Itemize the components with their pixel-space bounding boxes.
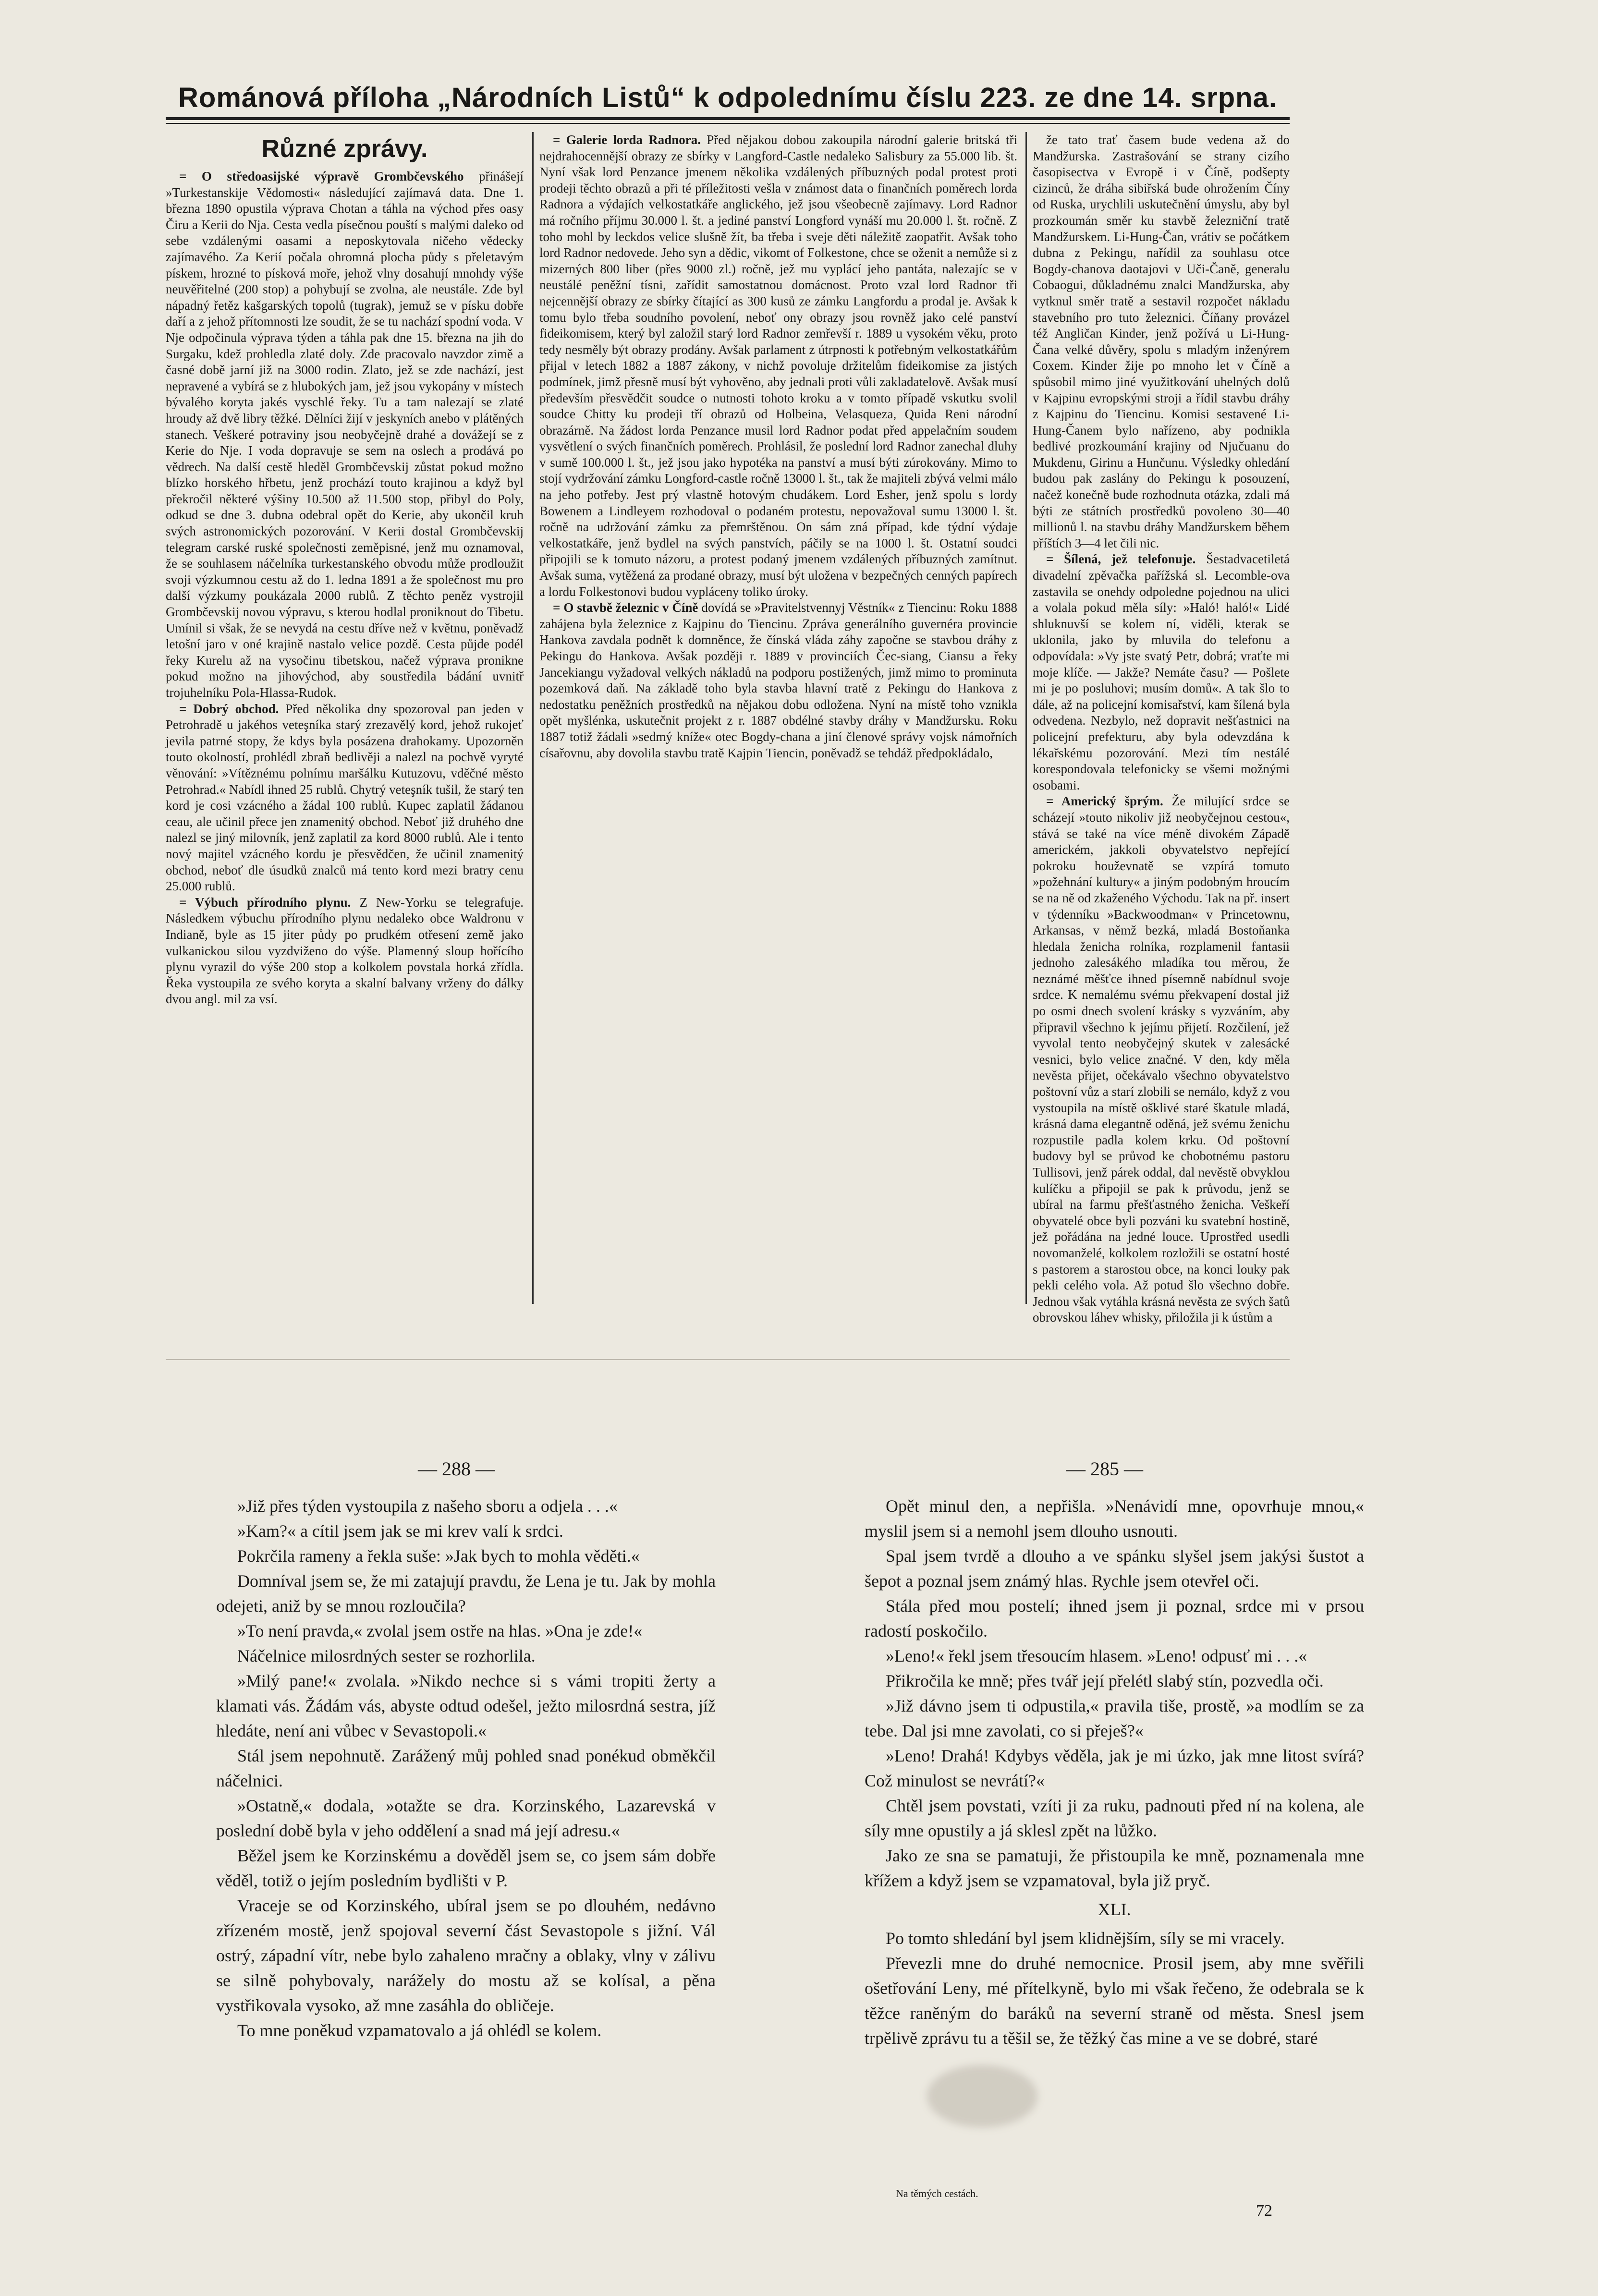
article-continuation: že tato trať časem bude vedena až do Mandžurska. Zastrašování se strany cizího časopisectva v Evropě i v Číně, podšepty cizinců, že dráha sibiřská bude ohrožením Číny od Ruska, urychlili uskutečnění úmyslu, aby byl prozkoumán směr ku stavbě železniční tratě Mandžurskem. Li-Hung-Čan, vrátiv se počátkem dubna z Pekingu, nařídil za souhlasu otce Bogdy-chanova daotajovi v Uči-Čaně, generalu Cobaogui, důkladnému znalci Mandžurska, aby vytknul směr tratě a sestavil rozpočet nákladu stavebního pro tuto železnici. Číňany provázel též Angličan Kinder, jenž požívá u Li-Hung-Čana velké důvěry, spolu s mladým inženýrem Coxem. Kinder žije po mnoho let v Číně a spůsobil mimo jiné využitkování uhelných dolů v Kajpinu evropskými stroji a řídil stavbu dráhy z Kajpinu do Tiencinu. Komisi sestavené Li-Hung-Čanem bylo nařízeno, aby podnikla bedlivé prozkoumání krajiny od Njučuanu do Mukdenu, Girinu a Hunčunu. Výsledky ohledání budou pak zaslány do Pekingu k posouzení, načež konečně bude rozhodnuta otázka, zdali má býti ze státních prostředků povoleno 30—40 millionů l. na stavbu dráhy Mandžurskem během příštích 3—4 let čili nic. (1033, 133, 1290, 550)
novel-paragraph: To mne poněkud vzpamatovalo a já ohlédl se kolem. (237, 2021, 602, 2040)
novel-paragraph: Spal jsem tvrdě a dlouho a ve spánku slyšel jsem jakýsi šustot a šepot a poznal jsem známý hlas. Rychle jsem otevřel oči. (865, 1546, 1364, 1591)
novel-paragraph: »Leno!« řekl jsem třesoucím hlasem. »Leno! odpusť mi . . .« (886, 1646, 1307, 1665)
article-americky-sprym (1033, 793, 1290, 1326)
novel-paragraph: Stál jsem nepohnutě. Zarážený můj pohled snad ponékud obměkčil náčelnici. (216, 1746, 716, 1790)
header-rule (166, 117, 1290, 120)
article-grombcevskij (166, 169, 524, 701)
novel-paragraph: »Kam?« a cítil jsem jak se mi krev valí k srdci. (237, 1521, 563, 1541)
article-vybuch-plynu (166, 895, 524, 1008)
column-divider (532, 132, 534, 1304)
novel-paragraph: »Ostatně,« dodala, »otažte se dra. Korzinského, Lazarevská v poslední době byla v jeho oddělení a snad má její adresu.« (216, 1796, 716, 1840)
novel-paragraph: »Již dávno jsem ti odpustila,« pravila tiše, prostě, »a modlím se za tebe. Dal jsi mne zavolati, co si přeješ?« (865, 1696, 1364, 1740)
signature-footnote: Na těmých cestách. (896, 2187, 978, 2199)
novel-paragraph: Přikročila ke mně; přes tvář její přelétl slabý stín, pozvedla oči. (886, 1671, 1324, 1690)
article-body: přinášejí »Turkestanskije Vědomosti« následující zajímavá data. Dne 1. března 1890 opustila výprava Chotan a táhla na východ přes oasy Čiru a Kerii do Nja. Cesta vedla písečnou pouští s malými daleko od sebe vzdálenými oasami a neposkytovala ničeho vědecky zajímavého. Za Kerií počala ohromná plocha půdy s přeletavým pískem, hrozné to písková moře, jehož vlny dosahují mnohdy výše neuvěřitelné (200 stop) a pohybují se zvolna, ale neustále. Zde byl nápadný řetěz kašgarských topolů (tugrak), jemuž se v písku dobře daří a z jehož přítomnosti lze soudit, že se tu nachází spodní voda. V Nje odpočinula výprava týden a táhla pak dne 15. března na jih do Surgaku, kdež prohledla zlaté doly. Zde pracovalo navzdor zimě a časné době jarní již na 3000 rodin. Zlato, jež se zde nachází, jest nepravené a vybírá se z hlubokých jam, jež jsou vykopány v místech bývalého koryta jakés vyschlé řeky. Tu a tam nalezají se zlaté hroudy až dvě libry těžké. Dělníci žijí v jeskyních anebo v plátěných stanech. Veškeré potraviny jsou neobyčejně drahé a dovážejí se z Kerie do Nje. I voda dopravuje se sem na oslech a prodává po vědrech. Na další cestě hleděl Grombčevskij zůstat pokud možno blízko horského hřbetu, jenž prochází touto krajinou a když byl překročil některé výšiny 10.500 až 11.500 stop, přibyl do Poly, odkud se dne 3. dubna odebral opět do Kerie, aby ukončil kruh svých astronomických pozorování. V Kerii dostal Grombčevskij telegram carské ruské společnosti zeměpisné, jenž mu oznamoval, že se souhlasem náčelníka turkestanského obvodu může prodloužit svoji výzkumnou cestu až do 1. ledna 1891 a že společnost mu pro další výzkumy poukázala 2000 rublů. Z těchto peněz vystrojil Grombčevskij novou výpravu, s kterou hodlal proniknout do Tibetu. Umínil si však, že se nevydá na cestu dříve než v květnu, poněvadž letošní jaro v oné krajině nastalo velice pozdě. Cesta půjde podél řeky Kurelu až na vysočinu tibetskou, načež výprava pronikne pokud možno na jihovýchod, aby soustředila bádání uvnitř trojuhelníku Pola-Hlassa-Rudok. (166, 169, 524, 700)
novel-paragraph: Vraceje se od Korzinského, ubíral jsem se po dlouhém, nedávno zřízeném mostě, jenž spojoval severní část Sevastopole s jižní. Vál ostrý, západní vítr, nebe bylo zahaleno mračny a oblaky, vlny v zálivu se silně pohybovaly, narážely do mostu až se kolísal, a pěna vystřikovala vysoko, až mne zasáhla do obličeje. (216, 1896, 716, 2015)
article-heading: = Galerie lorda Radnora. (553, 133, 701, 147)
article-body: Že milující srdce se scházejí »touto nikoliv již neobyčejnou cestou«, stává se také na více méně divokém Západě americkém, jakkoli obyvatelstvo nepřející pokroku houževnatě se vzpírá tomuto »požehnání kultury« a jiným podobným hroucím se na ně od zkaženého Východu. Tak na př. insert v týdenníku »Backwoodman« v Princetownu, Arkansas, v němž bezká, mladá Bostoňanka hledala ženicha rolníka, rozplamenil fantasii jednoho zalesákého mladíka tou měrou, že neznámé měšťce ihned písemně nabídnul svoje srdce. K nemalému svému překvapení dostal již po osmi dnech svolení krásky s vyzváním, aby připravil všechno k jejímu přijetí. Rozčilení, jež vyvolal tento neobyčejný skutek v zalesácké vesnici, bylo velice značné. V den, kdy měla nevěsta přijet, očekávalo všechno obyvatelstvo poštovní vůz a starí zlobili se nemálo, když z vou vystoupila na místě ošklivé staré škatule mladá, krásná dama elegantně oděná, jež svému ženichu rozpustile padla kolem krku. Od poštovní budovy byl se průvod ke chobotnému pastoru Tullisovi, jenž párek oddal, dal nevěstě obvyklou kulíčku a připojil se pak k průvodu, jenž se ubíral na farmu přešťastného ženicha. Veškeří obyvatelé obce byli pozváni ku svatební hostině, jež pořádána na jedné louce. Uprostřed usedli novomanželé, kolkolem rozložili se ostatní hosté s pastorem a starostou obce, na konci louky pak pekli celého vola. Až potud šlo všechno dobře. Jednou však vytáhla krásná nevěsta ze svých šatů obrovskou láhev whisky, přiložila ji k ústům a (1033, 794, 1290, 1325)
chapter-heading: XLI. (1098, 1900, 1131, 1919)
column-3 (1033, 132, 1290, 1325)
page-number-left: — 288 — (418, 1458, 495, 1480)
article-body: Šestadvacetiletá divadelní zpěvačka pařížská sl. Lecomble-ova zastavila se onehdy odpoledne pojednou na ulici a volala pokud měla síly: »Haló! haló!« Lidé shluknuvší se kolem ní, viděli, kterak se uklonila, jako by mluvila do telefonu a odpovídala: »Vy jste svatý Petr, dobrá; vraťte mi moje klíče. — Jakže? Nemáte času? — Pošlete mi je po posluhovi; musím domů«. A tak šlo to dále, až na policejní komisařství, kam šílená byla odvedena. Nezbylo, než dopravit nešťastnici na policejní prefekturu, aby byla odevzdána k lékařskému pozorování. Mezi tím nestálé korespondovala telefonicky se všemi možnými osobami. (1033, 552, 1290, 792)
article-zeleznice-cina (539, 600, 1017, 761)
novel-paragraph: Pokrčila rameny a řekla suše: »Jak bych to mohla věděti.« (237, 1546, 640, 1566)
section-title: Různé zprávy. (261, 135, 428, 163)
novel-paragraph: »Již přes týden vystoupila z našeho sboru a odjela . . .« (237, 1496, 618, 1516)
article-heading: = Americký šprým. (1046, 794, 1163, 809)
article-heading: = O stavbě železnic v Číně (553, 600, 698, 615)
column-2 (539, 132, 1017, 1304)
novel-page-right (865, 1494, 1364, 2175)
novel-paragraph: Jako ze sna se pamatuji, že přistoupila ke mně, poznamenala mne křížem a když jsem se vzpamatoval, byla již pryč. (865, 1846, 1364, 1890)
page-number-right: — 285 — (1066, 1458, 1143, 1480)
sheet-number: 72 (1256, 2202, 1272, 2220)
column-1 (166, 132, 524, 1304)
article-body: Z New-Yorku se telegrafuje. Následkem výbuchu přírodního plynu nedaleko obce Waldronu v Indianě, byle as 15 jiter půdy po prudkém otřesení země jako vulkanickou silou vyzdviženo do výše. Plamenný sloup hořícího plynu vyrazil do výše 200 stop a kolkolem povstala horká zřídla. Řeka vystoupila ze svého koryta a skalní balvany vrženy do dálky dvou angl. mil za vsí. (166, 895, 524, 1007)
article-heading: = O středoasijské výpravě Grombčevského (179, 169, 464, 183)
novel-paragraph: Domníval jsem se, že mi zatajují pravdu, že Lena je tu. Jak by mohla odejeti, aniž by se mnou rozloučila? (216, 1571, 716, 1616)
article-body: dovídá se »Pravitelstvennyj Věstník« z Tiencinu: Roku 1888 zahájena byla železnice z Kajpinu do Tiencinu. Zpráva generálního guvernéra provincie Hankova zavdala podnět k domněnce, že čínská vláda záhy započne se stavbou dráhy z Pekingu do Hankova. Avšak později r. 1889 v provinciích Čec-siang, Ciansu a řeky Jancekiangu vyžadoval velkých nákladů na podporu postižených, jimž mimo to prominuta pozemková daň. Na základě toho byla stavba hlavní tratě z Pekingu do Hankova z nedostatku peněžních prostředků na nějakou dobu odložena. Nyní na místě toho vznikla opět myšlénka, uskutečnit projekt z r. 1887 obdélné stavby dráhy v Mandžursku. Roku 1887 totiž žádali »sedmý kníže« otec Bogdy-chana a jiní členové správy vojsk námořních císařovnu, aby dovolila stavbu tratě Kajpin Tiencin, poněvadž se tehdáž předpokládalo, (539, 600, 1017, 760)
page-fold-line (166, 1359, 1290, 1360)
novel-page-left (216, 1494, 716, 2175)
novel-paragraph: Běžel jsem ke Korzinskému a dověděl jsem se, co jsem sám dobře věděl, totiž o jejím posledním bydlišti v P. (216, 1846, 716, 1890)
column-divider (1025, 132, 1027, 1304)
novel-paragraph: »Milý pane!« zvolala. »Nikdo nechce si s vámi tropiti žerty a klamati vás. Žádám vás, abyste odtud odešel, ježto milosrdná sestra, jíž hledáte, není ani vůbec v Sevastopoli.« (216, 1671, 716, 1740)
article-silena (1033, 551, 1290, 793)
paper-stain (927, 2065, 1037, 2127)
article-heading: = Šílená, jež telefonuje. (1046, 552, 1196, 567)
page-header: Románová příloha „Národních Listů“ k odpolednímu číslu 223. ze dne 14. srpna. (178, 82, 1277, 113)
article-body: Před několika dny spozoroval pan jeden v Petrohradě u jakéhos veteşníka starý zrezavělý kord, jehož rukojeť jevila patrné stopy, že kdys byla posázena drahokamy. Upozorněn touto okolností, prohlédl zbraň bedlivěji a nalezl na pochvě vyryté věnování: »Vítěznému polnímu maršálku Kutuzovu, vděčné město Petrohrad.« Nabídl ihned 25 rublů. Chytrý veteşník tušil, že starý ten kord je cosi vzácného a žádal 100 rublů. Kupec zaplatil žádanou ceau, ale učinil přece jen znamenitý obchod. Neboť již druhého dne nalezl se jiný milovník, jenž zaplatil za kord 8000 rublů. Ale i tento nový majitel vzácného kordu je přesvědčen, že učinil znamenitý obchod, neboť dle úsudků znalců má tento kord mezi bratry cenu 25.000 rublů. (166, 701, 524, 894)
novel-paragraph: Chtěl jsem povstati, vzíti ji za ruku, padnouti před ní na kolena, ale síly mne opustily a já sklesl zpět na lůžko. (865, 1796, 1364, 1840)
novel-paragraph: »Leno! Drahá! Kdybys věděla, jak je mi úzko, jak mne litost svírá? Což minulost se nevrátí?« (865, 1746, 1364, 1790)
novel-paragraph: Stála před mou postelí; ihned jsem ji poznal, srdce mi v prsou radostí poskočilo. (865, 1596, 1364, 1640)
novel-paragraph: Převezli mne do druhé nemocnice. Prosil jsem, aby mne svěřili ošetřování Leny, mé přítelkyně, bylo mi však řečeno, že odebrala se k těžce raněným do baráků na severní straně od města. Snesl jsem trpělivě zprávu tu a těšil se, že těžký čas mine a ve se dobré, staré (865, 1954, 1364, 2048)
novel-paragraph: »To není pravda,« zvolal jsem ostře na hlas. »Ona je zde!« (237, 1621, 643, 1640)
article-galerie-radnora (539, 132, 1017, 600)
article-heading: = Výbuch přírodního plynu. (179, 895, 351, 910)
article-dobry-obchod (166, 701, 524, 895)
novel-paragraph: Opět minul den, a nepřišla. »Nenávidí mne, opovrhuje mnou,« myslil jsem si a nemohl jsem dlouho usnouti. (865, 1496, 1364, 1541)
article-heading: = Dobrý obchod. (179, 701, 279, 716)
header-rule-thin (166, 123, 1290, 124)
article-body: Před nějakou dobou zakoupila národní galerie britská tři nejdrahocennější obrazy ze sbírky v Langford-Castle nedaleko Salisbury za 55.000 lib. št. Nyní však lord Penzance jmenem několika vzdálených příbuzných podal protest proti prodeji těchto obrazů a při té příležitosti vešla v známost data o finančních poměrech lorda Radnora a výdajích velkostatkáře anglického, jež jsou všeobecně zajímavy. Lord Radnor má ročního příjmu 30.000 l. št. a jediné panství Longford vynáší mu 20.000 l. št. ročně. Z toho mohl by leckdos velice slušně žít, ba třeba i sveje děti náležitě zaopatřit. Avšak toho lord Radnor nedovede. Jeho syn a dědic, vikomt of Folkestone, chce se oženit a nemůže si z mizerných 800 liber (přes 9000 zl.) ročně, jež mu vyplácí jeho pantáta, nalezajíc se v neustálé peněžní tísni, zařídit samostatnou domácnost. Proto vzal lord Radnor tři nejcennější obrazy ze sbírky čítající as 300 kusů ze zámku Langfordu a prodal je. Avšak k tomu bylo třeba soudního povolení, neboť ony obrazy jsou rovněž jako celé panství fideikomisem, který byl založil starý lord Radnor zemřevší r. 1889 u vysokém věku, proto tedy nesměly být obrazy prodány. Avšak parlament z útrpnosti k potřebným velkostatkářům přijal v letech 1882 a 1887 zákony, v nichž povoluje držitelům fideikomise za jistých podmínek, jimž přesně musí být vyhověno, aby jednali proti vůli zakladatelově. Avšak musí především přesvědčit soudce o nutnosti tohoto kroku a v tomto případě vskutku svolil soudce Chitty ku prodeji tří obrazů od Holbeina, Velasqueza, Quida Reni národní obrazárně. Na žádost lorda Penzance musil lord Radnor podat před appelačním soudem vysvětlení o svých finančních poměrech. Prohlásil, že poslední lord Radnor zanechal dluhy v sumě 100.000 l. št., jež jsou jako hypotéka na panství a musí býti zúrokovány. Mimo to stojí vydržování zámku Longford-castle ročně 13000 l. št., tak že majiteli zbývá velmi málo na jeho potřeby. Jest prý vlastně hotovým chudákem. Lord Esher, jenž spolu s lordy Bowenem a Lindleyem rozhodoval o podaném protestu, nepovažoval sumu 13000 l. št. ročně na udržování zámku za přemrštěnou. On sám zná případ, kde týdní výdaje velkostatkáře, jenž bydlel na svých panstvích, páčily se na 1000 l. št. Ostatní soudci připojili se k tomuto názoru, a protest podaný jmenem vzdálených příbuzných zamítnut. Avšak suma, vytěžená za prodané obrazy, musí být uložena v bezpečných cenných papírech a lordu Folkestonovi budou vypláceny toliko úroky. (539, 133, 1017, 599)
novel-paragraph: Náčelnice milosrdných sester se rozhorlila. (237, 1646, 536, 1665)
novel-paragraph: Po tomto shledání byl jsem klidnějším, síly se mi vracely. (886, 1929, 1285, 1948)
